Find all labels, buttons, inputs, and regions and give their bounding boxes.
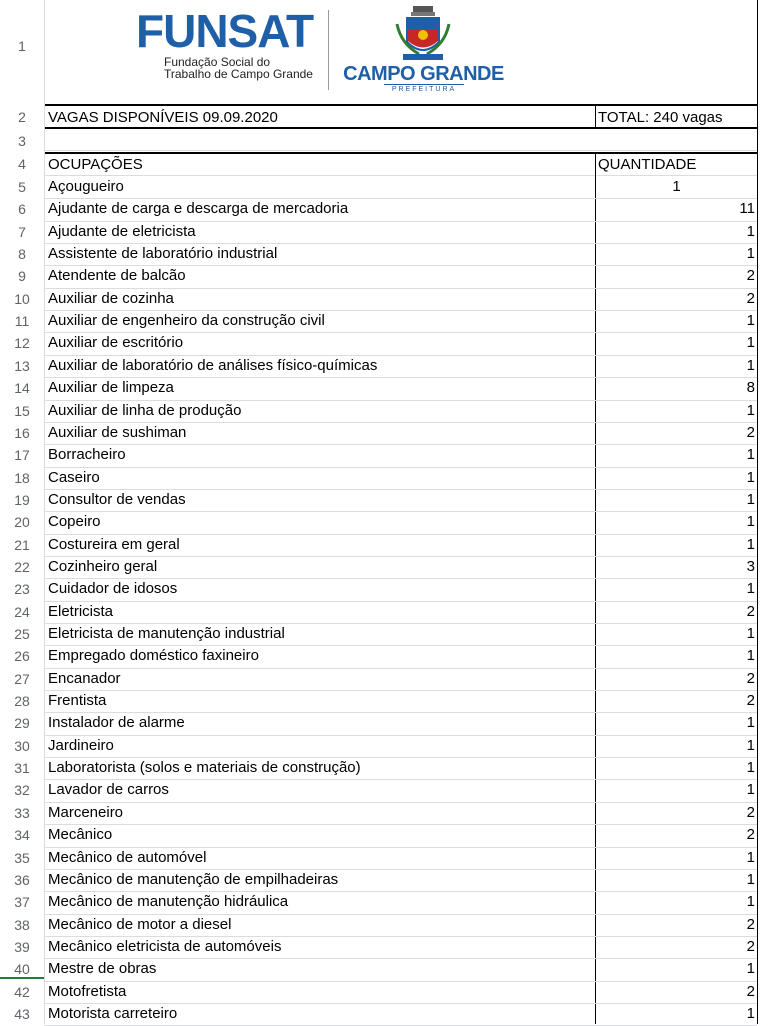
- row-border: [44, 127, 757, 129]
- occupation-cell[interactable]: Costureira em geral: [48, 535, 180, 553]
- occupation-cell[interactable]: Mecânico de manutenção de empilhadeiras: [48, 870, 339, 888]
- occupation-cell[interactable]: Jardineiro: [48, 736, 114, 754]
- quantity-cell[interactable]: 1: [746, 759, 755, 777]
- row-border: [44, 377, 757, 378]
- occupation-cell[interactable]: Motofretista: [48, 982, 127, 1000]
- quantity-cell[interactable]: 1: [746, 401, 755, 419]
- occupation-cell[interactable]: Mestre de obras: [48, 960, 157, 978]
- column-header-occupations[interactable]: OCUPAÇÕES: [48, 156, 143, 173]
- row-number[interactable]: 28: [14, 693, 30, 710]
- occupation-cell[interactable]: Mecânico de motor a diesel: [48, 915, 232, 933]
- row-border: [44, 1003, 757, 1004]
- row-number[interactable]: 15: [14, 402, 30, 419]
- row-border: [44, 467, 757, 468]
- occupation-cell[interactable]: Borracheiro: [48, 446, 126, 464]
- occupation-cell[interactable]: Mecânico eletricista de automóveis: [48, 937, 282, 955]
- row-border: [44, 221, 757, 222]
- logo-cell[interactable]: [44, 0, 757, 104]
- row-number[interactable]: 14: [14, 380, 30, 397]
- quantity-cell[interactable]: 1: [746, 535, 755, 553]
- logo-divider: [328, 10, 329, 90]
- row-number[interactable]: 10: [14, 290, 30, 307]
- quantity-cell[interactable]: 1: [746, 513, 755, 531]
- row-number[interactable]: 23: [14, 581, 30, 598]
- row-number[interactable]: 19: [14, 491, 30, 508]
- row-border: [44, 847, 757, 848]
- row-border: [44, 332, 757, 333]
- occupation-cell[interactable]: Auxiliar de laboratório de análises físico-químicas: [48, 356, 378, 374]
- row-number[interactable]: 9: [18, 268, 26, 285]
- row-border: [44, 712, 757, 713]
- occupation-cell[interactable]: Auxiliar de linha de produção: [48, 401, 242, 419]
- funsat-logo: FUNSAT: [136, 5, 314, 57]
- row-number[interactable]: 4: [18, 156, 26, 172]
- row-border: [44, 400, 757, 401]
- row-number[interactable]: 20: [14, 514, 30, 531]
- occupation-cell[interactable]: Eletricista: [48, 602, 114, 620]
- row-border: [44, 310, 757, 311]
- quantity-cell[interactable]: 2: [746, 602, 755, 620]
- row-number[interactable]: 29: [14, 715, 30, 732]
- row-border: [44, 175, 757, 176]
- quantity-cell[interactable]: 1: [746, 625, 755, 642]
- row-border: [44, 735, 757, 736]
- funsat-subtitle: [164, 56, 324, 80]
- row-number[interactable]: 2: [18, 109, 26, 125]
- campo-grande-subtitle: PREFEITURA: [384, 84, 464, 93]
- occupation-cell[interactable]: Auxiliar de sushiman: [48, 423, 187, 441]
- quantity-cell[interactable]: 1: [746, 334, 755, 352]
- occupation-cell[interactable]: Mecânico de automóvel: [48, 848, 207, 866]
- occupation-cell[interactable]: Cuidador de idosos: [48, 580, 178, 598]
- row-number[interactable]: 1: [18, 38, 26, 54]
- row-number[interactable]: 16: [14, 424, 30, 441]
- occupation-cell[interactable]: Auxiliar de cozinha: [48, 289, 174, 307]
- occupation-cell[interactable]: Ajudante de eletricista: [48, 222, 196, 240]
- row-border: [44, 824, 757, 825]
- row-border: [44, 891, 757, 892]
- quantity-cell[interactable]: 1: [746, 446, 755, 464]
- quantity-cell[interactable]: 3: [746, 557, 755, 575]
- row-border: [44, 534, 757, 535]
- row-border: [44, 936, 757, 937]
- row-number[interactable]: 24: [14, 603, 30, 620]
- occupation-cell[interactable]: Motorista carreteiro: [48, 1004, 178, 1022]
- row-border: [44, 288, 757, 289]
- quantity-cell[interactable]: 1: [746, 245, 755, 263]
- row-border: [44, 444, 757, 445]
- quantity-cell[interactable]: 1: [746, 647, 755, 665]
- row-number[interactable]: 25: [14, 626, 30, 642]
- occupation-cell[interactable]: Consultor de vendas: [48, 490, 186, 508]
- row-border: [44, 668, 757, 669]
- row-number[interactable]: 30: [14, 737, 30, 754]
- row-number[interactable]: 21: [14, 536, 30, 553]
- quantity-cell[interactable]: 2: [746, 669, 755, 687]
- row-number[interactable]: 35: [14, 849, 30, 866]
- quantity-cell[interactable]: 1: [746, 222, 755, 240]
- row-number[interactable]: 34: [14, 827, 30, 844]
- quantity-cell[interactable]: 2: [746, 267, 755, 285]
- occupation-cell[interactable]: Assistente de laboratório industrial: [48, 245, 278, 263]
- row-border: [44, 556, 757, 557]
- row-number[interactable]: 26: [14, 648, 30, 665]
- occupation-cell[interactable]: Lavador de carros: [48, 781, 169, 799]
- col-border: [595, 152, 596, 1024]
- row-number[interactable]: 36: [14, 871, 30, 888]
- right-border: [757, 0, 758, 1024]
- funsat-subtitle-line: Fundação Social do: [164, 55, 271, 69]
- occupation-cell[interactable]: Cozinheiro geral: [48, 557, 158, 575]
- row-number[interactable]: 6: [18, 201, 26, 218]
- occupation-cell[interactable]: Frentista: [48, 692, 107, 710]
- row-border: [44, 779, 757, 780]
- row-border: [44, 802, 757, 803]
- quantity-cell[interactable]: 2: [746, 423, 755, 441]
- row-border: [44, 623, 757, 624]
- row-number[interactable]: 5: [18, 179, 26, 195]
- row-border: [44, 104, 757, 106]
- row-border: [44, 355, 757, 356]
- row-number[interactable]: 37: [14, 894, 30, 911]
- quantity-cell[interactable]: 2: [746, 692, 755, 710]
- total-vacancies[interactable]: TOTAL: 240 vagas: [598, 109, 723, 126]
- quantity-cell[interactable]: 1: [746, 960, 755, 978]
- row-border: [44, 422, 757, 423]
- row-number[interactable]: 39: [14, 938, 30, 955]
- funsat-subtitle-line: Trabalho de Campo Grande: [164, 67, 313, 81]
- occupation-cell[interactable]: Auxiliar de engenheiro da construção civil: [48, 312, 325, 330]
- occupation-cell[interactable]: Copeiro: [48, 513, 101, 531]
- row-border: [44, 152, 757, 154]
- occupation-cell[interactable]: Ajudante de carga e descarga de mercadoria: [48, 200, 349, 218]
- row-number[interactable]: 43: [14, 1005, 30, 1022]
- row-border: [44, 601, 757, 602]
- row-border: [44, 511, 757, 512]
- col-border: [595, 104, 596, 128]
- quantity-cell[interactable]: 1: [746, 870, 755, 888]
- occupation-cell[interactable]: Encanador: [48, 669, 121, 687]
- quantity-cell[interactable]: 1: [672, 178, 681, 195]
- quantity-cell[interactable]: 2: [746, 289, 755, 307]
- occupation-cell[interactable]: Laboratorista (solos e materiais de construção): [48, 759, 361, 777]
- row-number[interactable]: 13: [14, 357, 30, 374]
- row-number[interactable]: 8: [18, 246, 26, 263]
- occupation-cell[interactable]: Instalador de alarme: [48, 714, 185, 732]
- quantity-cell[interactable]: 1: [746, 312, 755, 330]
- quantity-cell[interactable]: 2: [746, 937, 755, 955]
- quantity-cell[interactable]: 1: [746, 781, 755, 799]
- row-number[interactable]: 17: [14, 447, 30, 464]
- occupation-cell[interactable]: Marceneiro: [48, 803, 124, 821]
- row-number[interactable]: 31: [14, 760, 30, 777]
- occupation-cell[interactable]: Mecânico: [48, 826, 113, 844]
- row-border: [44, 869, 757, 870]
- row-number[interactable]: 32: [14, 782, 30, 799]
- row-border: [44, 243, 757, 244]
- quantity-cell[interactable]: 2: [746, 826, 755, 844]
- row-border: [44, 757, 757, 758]
- row-border: [44, 645, 757, 646]
- quantity-cell[interactable]: 8: [746, 379, 755, 397]
- quantity-cell[interactable]: 2: [746, 915, 755, 933]
- row-number[interactable]: 11: [14, 313, 30, 330]
- occupation-cell[interactable]: Mecânico de manutenção hidráulica: [48, 893, 289, 911]
- row-number[interactable]: 27: [14, 670, 30, 687]
- campo-grande-logo: CAMPO GRANDE: [343, 63, 504, 85]
- quantity-cell[interactable]: 1: [746, 356, 755, 374]
- row-selection-marker: [0, 977, 44, 979]
- row-border: [44, 690, 757, 691]
- row-number[interactable]: 12: [14, 335, 30, 352]
- quantity-cell[interactable]: 1: [746, 714, 755, 732]
- quantity-cell[interactable]: 1: [746, 468, 755, 486]
- row-border: [44, 265, 757, 266]
- quantity-cell[interactable]: 1: [746, 490, 755, 508]
- quantity-cell[interactable]: 1: [746, 1004, 755, 1022]
- row-border: [44, 150, 757, 151]
- column-header-quantity[interactable]: QUANTIDADE: [598, 156, 697, 173]
- quantity-cell[interactable]: 1: [746, 893, 755, 911]
- row-number[interactable]: 42: [14, 983, 30, 1000]
- occupation-cell[interactable]: Empregado doméstico faxineiro: [48, 647, 259, 665]
- occupation-cell[interactable]: Auxiliar de escritório: [48, 334, 184, 352]
- row-number[interactable]: 40: [14, 961, 30, 978]
- row-number[interactable]: 33: [14, 804, 30, 821]
- row-border: [44, 198, 757, 199]
- campo-grande-crest-icon: [389, 4, 457, 66]
- row-number[interactable]: 3: [18, 133, 26, 149]
- row-border: [44, 914, 757, 915]
- row-border: [44, 981, 757, 982]
- occupation-cell[interactable]: Açougueiro: [48, 178, 124, 195]
- row-number[interactable]: 18: [14, 469, 30, 486]
- quantity-cell[interactable]: 1: [746, 736, 755, 754]
- occupation-cell[interactable]: Atendente de balcão: [48, 267, 186, 285]
- quantity-cell[interactable]: 1: [746, 848, 755, 866]
- sheet-title[interactable]: VAGAS DISPONÍVEIS 09.09.2020: [48, 109, 278, 126]
- row-border: [44, 578, 757, 579]
- row-border: [44, 489, 757, 490]
- row-number[interactable]: 38: [14, 916, 30, 933]
- occupation-cell[interactable]: Auxiliar de limpeza: [48, 379, 174, 397]
- row-number[interactable]: 7: [18, 223, 26, 240]
- quantity-cell[interactable]: 2: [746, 803, 755, 821]
- quantity-cell[interactable]: 11: [739, 200, 755, 218]
- occupation-cell[interactable]: Caseiro: [48, 468, 100, 486]
- occupation-cell[interactable]: Eletricista de manutenção industrial: [48, 625, 285, 642]
- quantity-cell[interactable]: 1: [746, 580, 755, 598]
- row-number[interactable]: 22: [14, 558, 30, 575]
- row-border: [44, 958, 757, 959]
- quantity-cell[interactable]: 2: [746, 982, 755, 1000]
